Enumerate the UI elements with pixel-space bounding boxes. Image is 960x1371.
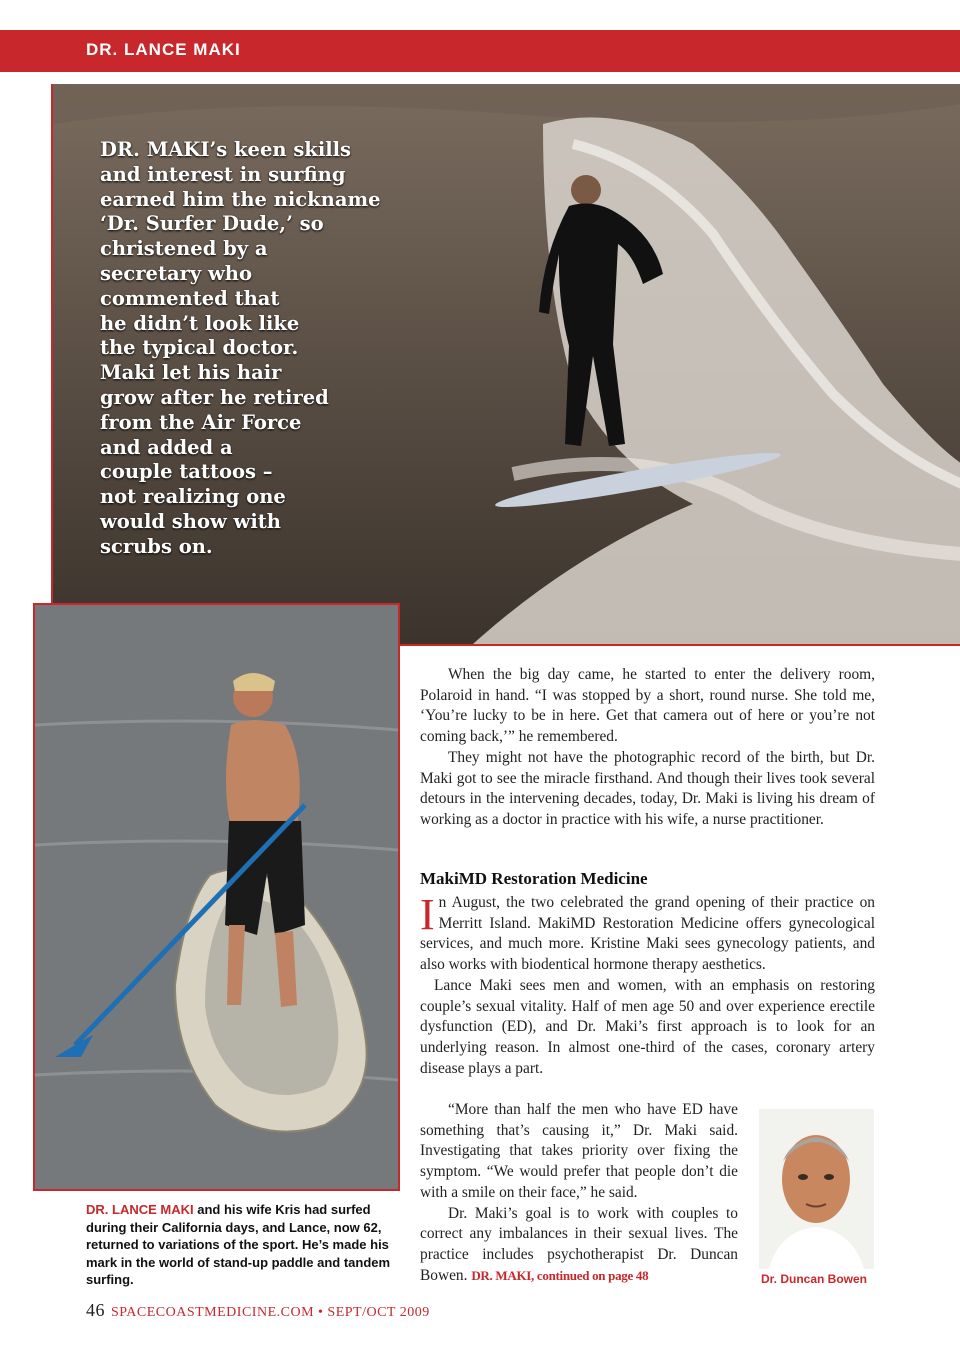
section-title: DR. LANCE MAKI [86,40,241,59]
publication-info: SPACECOASTMEDICINE.COM • SEPT/OCT 2009 [111,1305,430,1320]
article-paragraph: “More than half the men who have ED have something that’s causing it,” Dr. Maki said. Investigating that takes priority over fixing the symptom. “We would prefer that people don’t die with a smile on their face,” he said. [420,1101,738,1201]
hero-caption-line: earned him the nickname [100,187,381,211]
paragraph-text: n August, the two celebrated the grand opening of their practice on Merritt Island. MakiMD Restoration Medicine offers gynecological services, and much more. Kristine Maki sees gynecology patients, and also works with biodentical hormone therapy aesthetics. [420,894,875,974]
hero-caption-line: the typical doctor. [100,336,299,360]
hero-caption-line: commented that [100,286,280,310]
hero-caption-line: grow after he retired [100,385,329,409]
paddleboarder-illustration [35,605,398,1189]
page-number: 46 [86,1300,105,1320]
hero-caption-line: couple tattoos – [100,460,273,484]
header-bar [0,30,960,72]
article-paragraph: When the big day came, he started to enter the delivery room, Polaroid in hand. “I was stopped by a short, round nurse. She told me, ‘You’re lucky to be in here. Get that camera out of here or you’re not coming back,’” he remembered. [420,666,875,746]
page-footer [86,1300,430,1321]
paddleboard-photo [33,603,400,1191]
hero-caption-line: would show with [100,509,281,533]
article-body [420,665,875,831]
hero-caption-line: and added a [100,435,233,459]
section-subhead: MakiMD Restoration Medicine [420,869,648,888]
portrait-caption: Dr. Duncan Bowen [761,1272,868,1286]
photo-caption-text: and his wife Kris had surfed during their California days, and Lance, now 62, returned to variations of the sport. He’s made his mark in the world of stand-up paddle and tandem surfing. [86,1202,391,1288]
hero-caption-line: Maki let his hair [100,361,282,385]
hero-caption-line: christened by a [100,237,268,261]
hero-caption-line: ‘Dr. Surfer Dude,’ so [100,212,324,236]
article-paragraph: They might not have the photographic record of the birth, but Dr. Maki got to see the miracle firsthand. And though their lives took several detours in the intervening decades, today, Dr. Maki is living his dream of working as a doctor in practice with his wife, a nurse practitioner. [420,748,875,828]
article-section [420,890,875,1079]
hero-caption-line: DR. MAKI’s keen skills [100,138,352,161]
article-paragraph [420,1204,738,1287]
article-paragraph: Lance Maki sees men and women, with an emphasis on restoring couple’s sexual vitality. Half of men age 50 and over experience erectile dysfunction (ED), and Dr. Maki’s first approach is to look for an underlying reason. In almost one-third of the cases, coronary artery disease plays a part. [420,976,875,1077]
article-narrow-column [420,1100,738,1286]
portrait-illustration [759,1109,874,1269]
paragraph-text: Dr. Maki’s goal is to work with couples to correct any imbalances in their sexual lives. The practice includes psychotherapist Dr. Duncan Bowen. [420,1204,738,1284]
hero-caption-line: from the Air Force [100,410,302,434]
hero-caption-line: he didn’t look like [100,311,300,335]
portrait-photo [759,1109,874,1269]
hero-caption-line: not realizing one [100,485,286,509]
hero-caption-line: secretary who [100,261,252,285]
drop-cap: I [420,890,435,939]
article-paragraph [420,890,875,976]
photo-caption-lead: DR. LANCE MAKI [86,1202,194,1217]
surfing-photo [51,84,960,646]
hero-caption [100,138,380,560]
continued-link[interactable]: DR. MAKI, continued on page 48 [471,1267,649,1283]
photo-caption [86,1201,396,1289]
hero-caption-line: scrubs on. [100,534,213,558]
hero-caption-line: and interest in surfing [100,162,346,186]
